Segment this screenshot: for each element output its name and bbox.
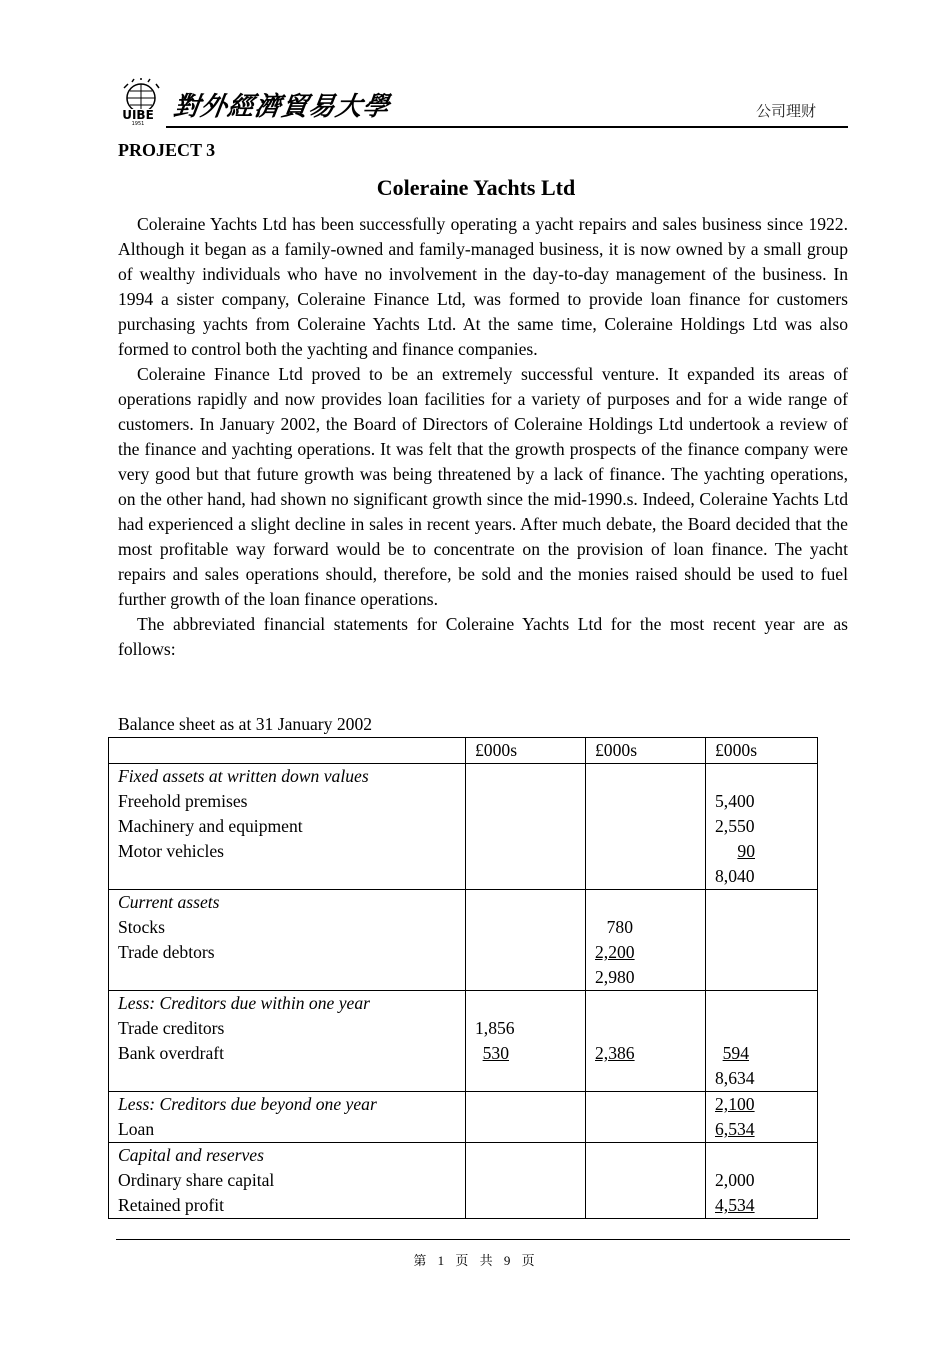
cell-subtotal: 2,386	[595, 1043, 635, 1063]
row-label: Machinery and equipment	[118, 816, 303, 836]
balance-sheet-caption: Balance sheet as at 31 January 2002	[118, 714, 373, 734]
section-heading: Less: Creditors due beyond one year	[118, 1094, 377, 1114]
balance-sheet-table	[108, 737, 818, 1219]
cell-value: 1,856	[475, 1018, 515, 1038]
header-rule	[166, 126, 848, 128]
table-row-fixed-assets	[109, 764, 818, 890]
row-label: Loan	[118, 1119, 155, 1139]
row-label: Trade debtors	[118, 942, 215, 962]
section-heading: Capital and reserves	[118, 1145, 264, 1165]
cell-total: 8,040	[715, 866, 755, 886]
table-row-creditors-beyond	[109, 1092, 818, 1143]
cell-value: 594	[722, 1043, 749, 1063]
table-row-current-assets	[109, 890, 818, 991]
cell-value: 780	[606, 917, 633, 937]
row-label: Bank overdraft	[118, 1043, 225, 1063]
svg-text:UIBE: UIBE	[122, 108, 154, 122]
table-row-capital	[109, 1143, 818, 1219]
table-header-row	[109, 738, 818, 764]
paragraph: The abbreviated financial statements for Coleraine Yachts Ltd for the most recent year are as follows:	[118, 614, 848, 659]
body-text	[118, 212, 848, 662]
cell-value: 4,534	[715, 1195, 755, 1215]
paragraph: Coleraine Finance Ltd proved to be an extremely successful venture. It expanded its areas of operations rapidly and now provides loan facilities for a variety of purposes and for a wide range of customers. In January 2002, the Board of Directors of Coleraine Holdings Ltd undertook a review of the finance and yachting operations. It was felt that the growth prospects of the finance company were very good but that future growth was being threatened by a lack of finance. The yachting operations, on the other hand, had shown no significant growth since the mid-1990.s. Indeed, Coleraine Yachts Ltd had experienced a slight decline in sales in recent years. After much debate, the Board decided that the most profitable way forward would be to concentrate on the provision of loan finance. The yacht repairs and sales operations should, therefore, be sold and the monies raised should be used to fuel further growth of the loan finance operations.	[118, 364, 848, 609]
column-header: £000s	[586, 738, 706, 764]
cell-total: 2,980	[595, 967, 635, 987]
cell-value: 2,100	[715, 1094, 755, 1114]
cell-total: 8,634	[715, 1068, 755, 1088]
row-label: Freehold premises	[118, 791, 248, 811]
row-label: Stocks	[118, 917, 165, 937]
university-name: 對外經濟貿易大學	[171, 92, 392, 121]
footer-rule	[116, 1239, 850, 1240]
table-row-creditors-within	[109, 991, 818, 1092]
row-label: Ordinary share capital	[118, 1170, 275, 1190]
paragraph: Coleraine Yachts Ltd has been successfully operating a yacht repairs and sales business since 1922. Although it began as a family-owned and family-managed business, it is now owned by a small group of wealthy individuals who have no involvement in the day-to-day management of the business. In 1994 a sister company, Coleraine Finance Ltd, was formed to provide loan finance for customers purchasing yachts from Coleraine Yachts Ltd. At the same time, Coleraine Holdings Ltd was also formed to control both the yachting and finance companies.	[118, 214, 848, 359]
section-heading: Current assets	[118, 892, 220, 912]
cell-value: 5,400	[715, 791, 755, 811]
cell-value: 530	[482, 1043, 509, 1063]
cell-total: 6,534	[715, 1119, 755, 1139]
cell-value: 90	[737, 841, 755, 861]
section-heading: Less: Creditors due within one year	[118, 993, 370, 1013]
cell-value: 2,550	[715, 816, 755, 836]
cell-value: 2,000	[715, 1170, 755, 1190]
page-number: 第 1 页 共 9 页	[413, 1253, 539, 1268]
page-header	[116, 76, 848, 128]
column-header: £000s	[706, 738, 818, 764]
university-logo-icon	[116, 78, 166, 126]
cell-value: 2,200	[595, 942, 635, 962]
column-header: £000s	[466, 738, 586, 764]
project-label: PROJECT 3	[118, 140, 216, 160]
course-name: 公司理财	[755, 102, 816, 120]
row-label: Trade creditors	[118, 1018, 225, 1038]
document-title: Coleraine Yachts Ltd	[376, 175, 576, 200]
svg-text:1951: 1951	[131, 121, 145, 126]
row-label: Retained profit	[118, 1195, 225, 1215]
row-label: Motor vehicles	[118, 841, 225, 861]
section-heading: Fixed assets at written down values	[118, 766, 369, 786]
